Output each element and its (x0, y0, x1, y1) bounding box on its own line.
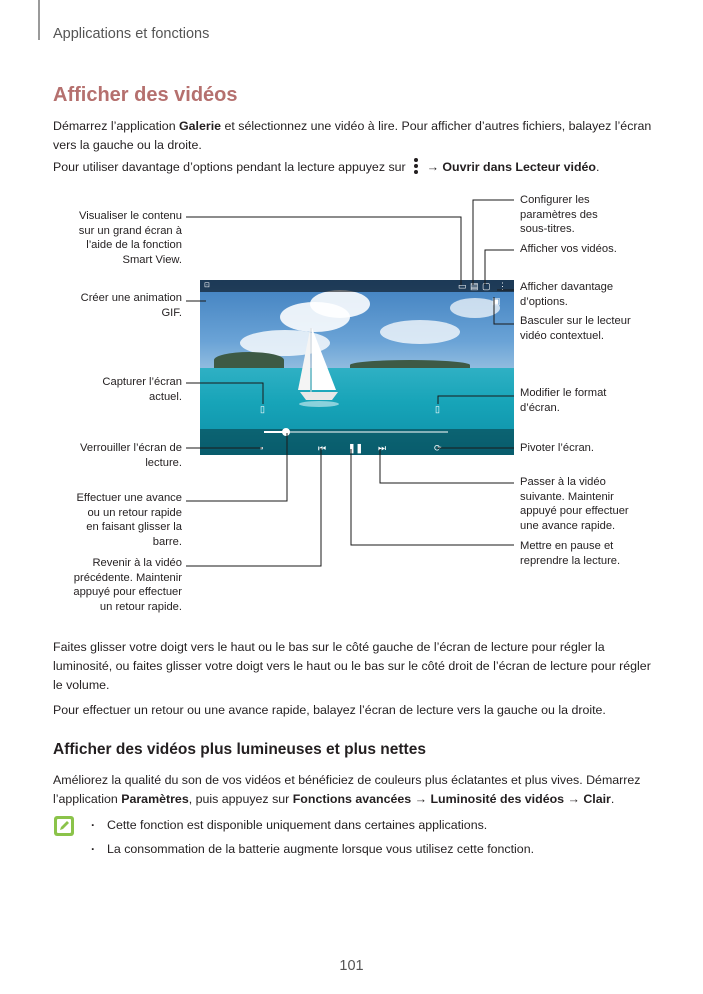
label-ratio: Modifier le format d’écran. (520, 387, 607, 414)
label-popup: Basculer sur le lecteur vidéo contextuel. (520, 315, 631, 342)
text-run: Démarrez l’application (53, 119, 180, 133)
label-capture: Capturer l’écran actuel. (102, 376, 182, 403)
callout-line-seek (186, 433, 287, 501)
callout-line-subtitles (473, 200, 514, 285)
note-pencil-icon (53, 815, 75, 837)
text-run: . (595, 160, 600, 174)
text-run: Pour utiliser davantage d’options pendant la lecture appuyez sur (53, 160, 406, 174)
callout-line-my-videos (485, 250, 514, 285)
subsection-paragraph (53, 771, 653, 809)
callout-line-capture (186, 383, 263, 404)
arrow-text: → (564, 792, 584, 806)
callout-line-ratio (438, 396, 514, 404)
label-previous: Revenir à la vidéo précédente. Maintenir appuyé pour effectuer un retour rapide. (73, 557, 182, 613)
option-clair: Clair (583, 792, 611, 806)
screen-ratio-icon[interactable]: ▯ (435, 404, 440, 414)
lock-icon[interactable]: ▪ (260, 443, 264, 453)
label-lock: Verrouiller l’écran de lecture. (80, 442, 182, 469)
popup-player-icon[interactable]: ▢ (482, 281, 491, 291)
text-run: et sélectionnez une vidéo à lire. Pour afficher d’autres fichiers, balayez l’écran vers la gauche ou la droite. (53, 119, 652, 152)
smart-view-icon[interactable]: ⊡ (204, 282, 210, 289)
text-run: . (610, 792, 615, 806)
arrow-text: → (411, 792, 431, 806)
gif-icon[interactable]: ▯ (260, 404, 265, 414)
note-item: · Cette fonction est disponible uniquement dans certaines applications. (91, 813, 651, 837)
text-run: Améliorez la qualité du son de vos vidéos et bénéficiez de couleurs plus éclatantes et plus vives. Démarrez l’application (53, 773, 641, 806)
menu-luminosite-videos: Luminosité des vidéos (430, 792, 565, 806)
callout-line-next (380, 449, 514, 483)
subsection-title: Afficher des vidéos plus lumineuses et plus nettes (53, 741, 426, 758)
more-options-icon[interactable]: ⋮ (498, 281, 507, 291)
label-my-videos: Afficher vos vidéos. (520, 243, 617, 255)
callout-line-previous (186, 448, 321, 566)
subtitles-icon[interactable]: ▭ (458, 281, 467, 291)
callout-line-popup (494, 297, 514, 324)
callout-line-pause (351, 449, 514, 545)
label-subtitles: Configurer les paramètres des sous-titres. (520, 194, 598, 236)
app-name-galerie: Galerie (179, 119, 222, 133)
page-title: Afficher des vidéos (53, 84, 238, 106)
label-smart-view: Visualiser le contenu sur un grand écran à l’aide de la fonction Smart View. (78, 210, 182, 266)
app-name-parametres: Paramètres (121, 792, 189, 806)
notes-list (91, 813, 651, 861)
menu-option-name: Ouvrir dans Lecteur vidéo (442, 160, 596, 174)
callout-line-smart-view (186, 217, 461, 285)
page-number: 101 (339, 958, 364, 974)
section-header: Applications et fonctions (53, 26, 210, 42)
text-run: , puis appuyez sur (188, 792, 293, 806)
paragraph-brightness-volume: Faites glisser votre doigt vers le haut ou le bas sur le côté gauche de l’écran de lecture pour régler la luminosité, ou faites glisser votre doigt vers le haut ou le bas sur le côté droit de l’écran de lecture pour régler le volume. (53, 640, 651, 692)
pause-icon[interactable]: ❚❚ (348, 443, 364, 453)
label-seek: Effectuer une avance ou un retour rapide en faisant glisser la barre. (76, 492, 182, 548)
label-pause: Mettre en pause et reprendre la lecture. (520, 540, 621, 567)
label-more-options: Afficher davantage d’options. (520, 281, 614, 308)
my-videos-icon[interactable]: ▤ (470, 281, 479, 291)
label-next: Passer à la vidéo suivante. Maintenir appuyé pour effectuer une avance rapide. (520, 476, 629, 532)
previous-icon[interactable]: ⏮ (318, 443, 327, 453)
note-item: · La consommation de la batterie augmente lorsque vous utilisez cette fonction. (91, 837, 651, 861)
menu-fonctions-avancees: Fonctions avancées (292, 792, 412, 806)
next-icon[interactable]: ⏭ (378, 443, 387, 453)
popup-view-icon[interactable]: ▣ (492, 296, 501, 306)
paragraph-rewind-forward: Pour effectuer un retour ou une avance rapide, balayez l’écran de lecture vers la gauche ou la droite. (53, 703, 606, 717)
arrow-text: → (423, 160, 443, 174)
label-gif: Créer une animation GIF. (80, 292, 182, 319)
rotate-icon[interactable]: ⟳ (434, 443, 442, 453)
label-rotate: Pivoter l’écran. (520, 442, 594, 454)
